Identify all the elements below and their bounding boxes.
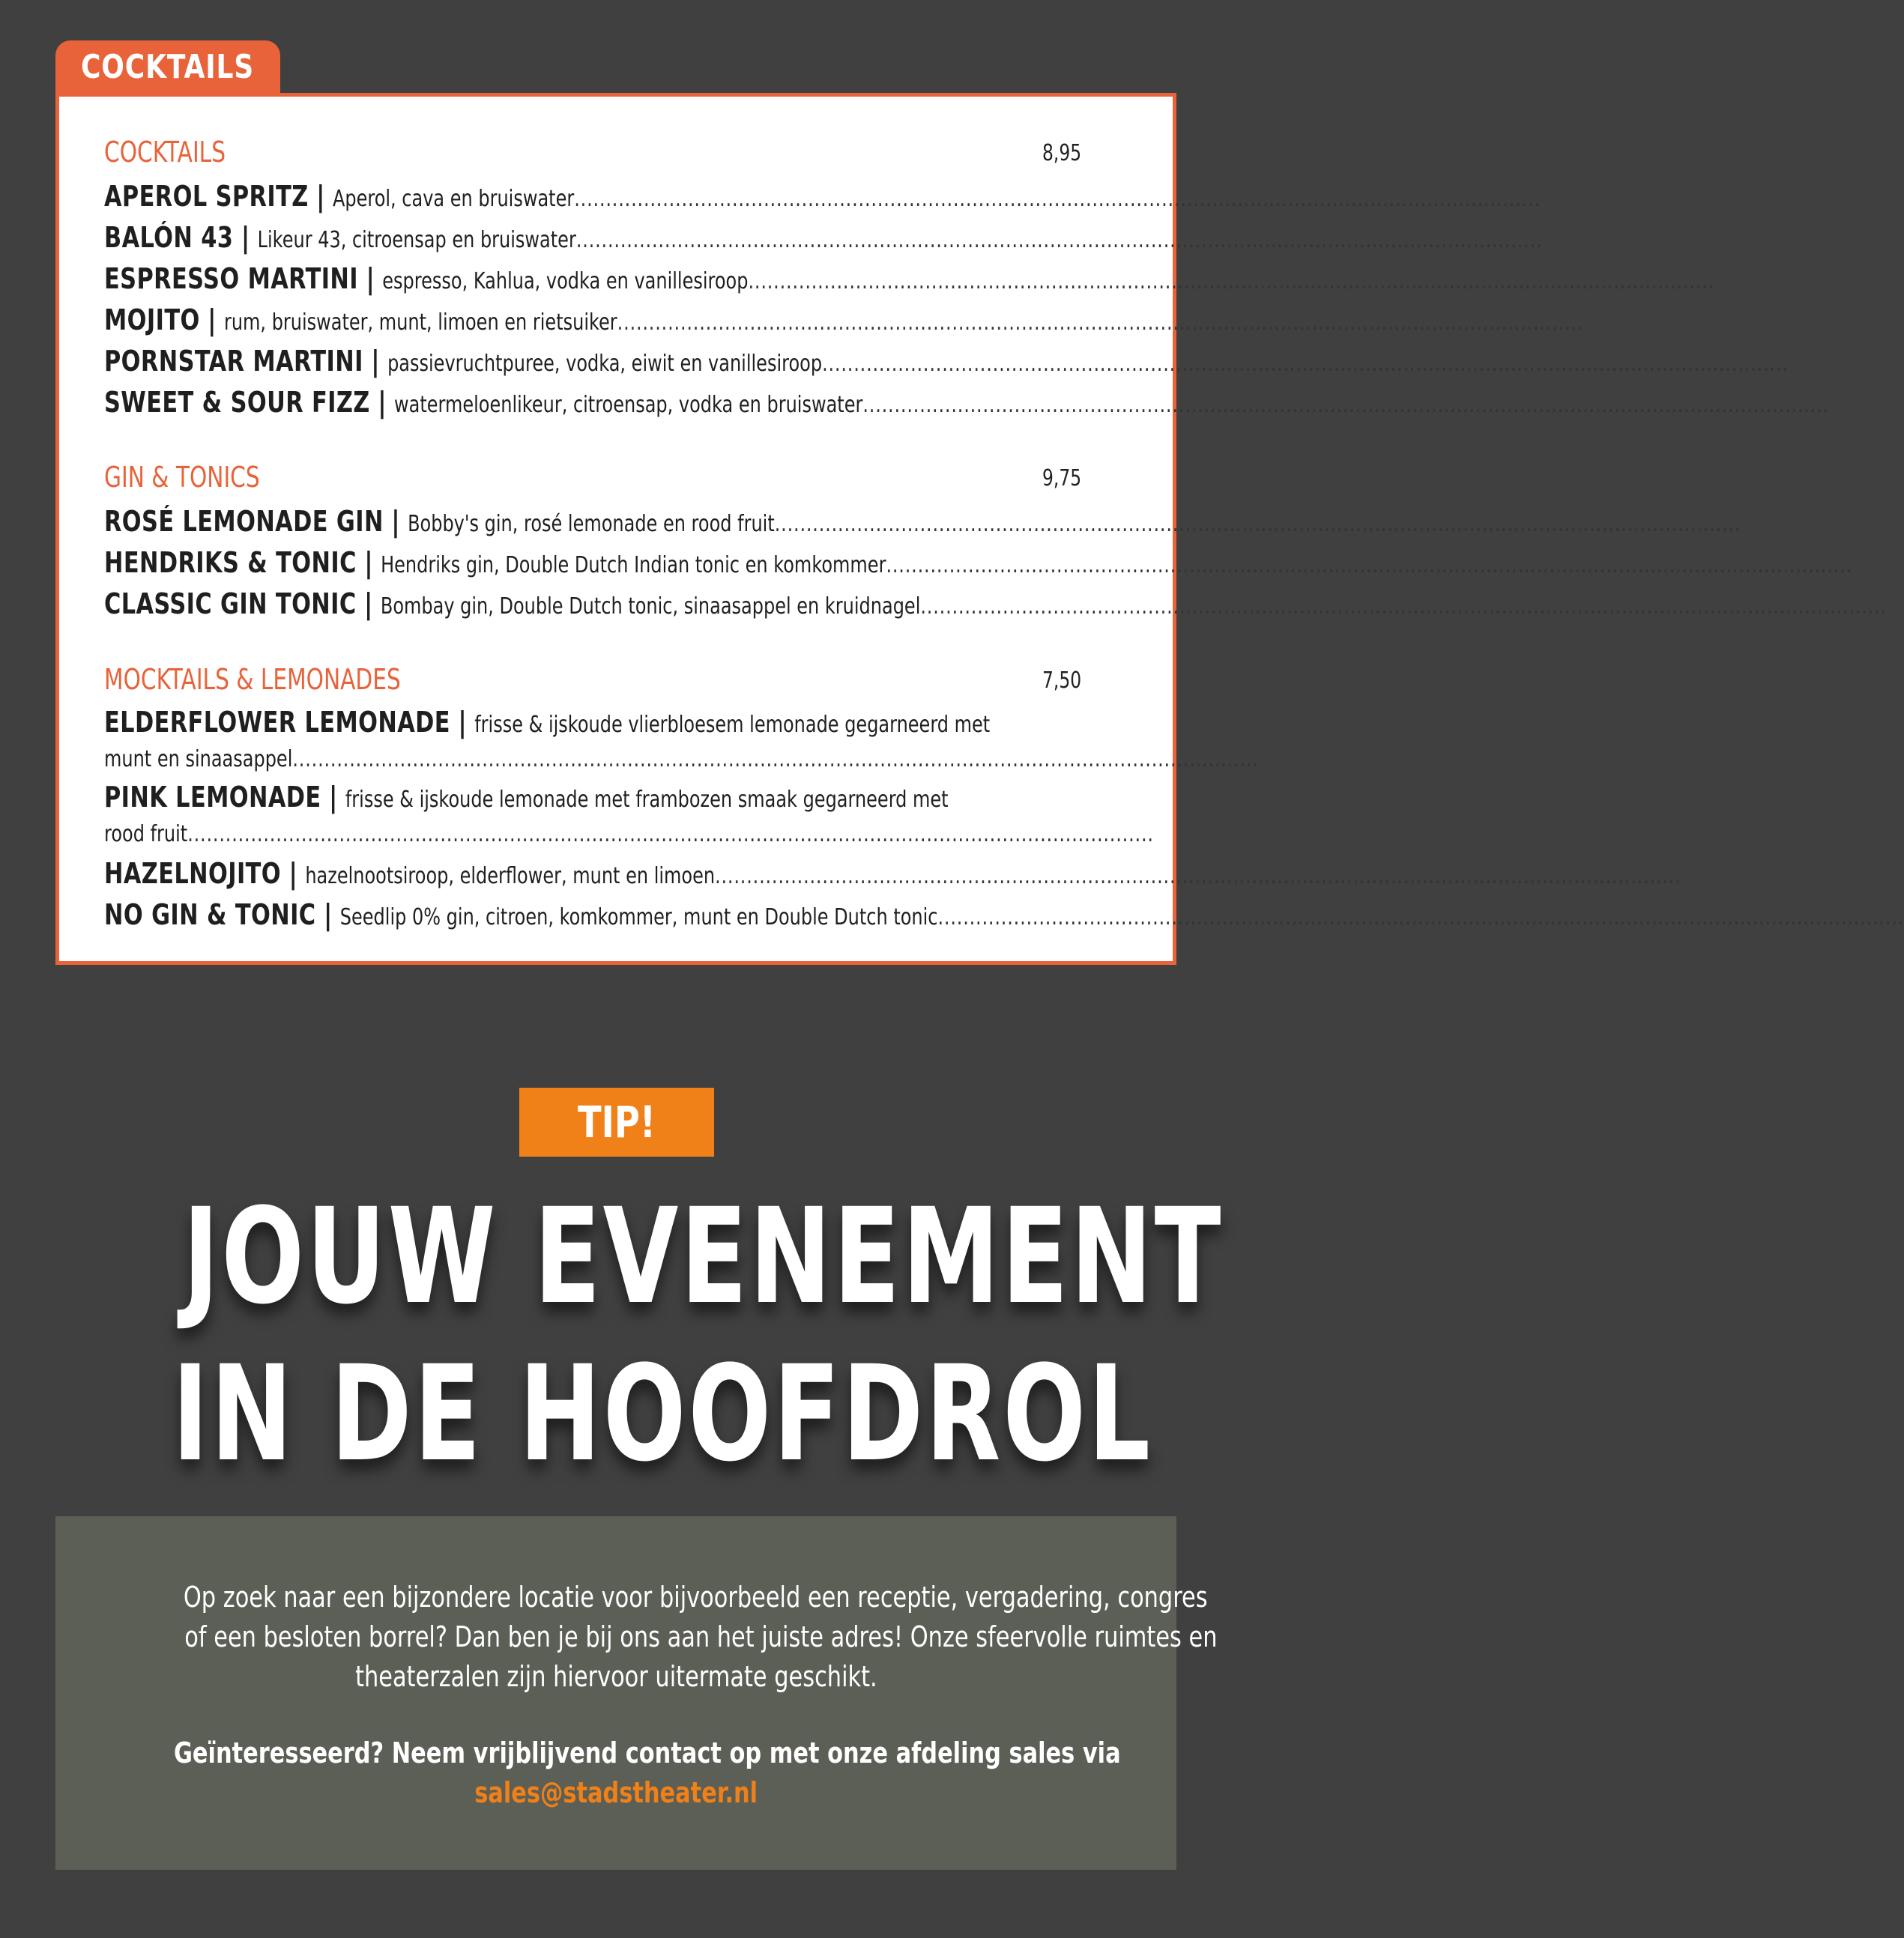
menu-item: APEROL SPRITZ | Aperol, cava en bruiswater......................................................................................................................................................... (104, 180, 1541, 213)
sales-email-link[interactable] (55, 1773, 1176, 1813)
item-description: Seedlip 0% gin, citroen, komkommer, munt en Double Dutch tonic (339, 904, 938, 930)
headline-text: IN DE HOOFDROL (172, 1337, 1152, 1491)
section-mocktails (104, 663, 1904, 936)
menu-item: PORNSTAR MARTINI | passievruchtpuree, vodka, eiwit en vanillesiroop......................................................................................................................................................... (104, 345, 1789, 378)
menu-item: ROSÉ LEMONADE GIN | Bobby's gin, rosé lemonade en rood fruit......................................................................................................................................................... (104, 505, 1741, 538)
item-description: Bombay gin, Double Dutch tonic, sinaasappel en kruidnagel (380, 593, 921, 620)
item-name: APEROL SPRITZ (104, 180, 309, 213)
item-name: PINK LEMONADE (104, 781, 321, 814)
headline-text: JOUW EVENEMENT (182, 1180, 1224, 1333)
menu-item: CLASSIC GIN TONIC | Bombay gin, Double Dutch tonic, sinaasappel en kruidnagel......................................................................................................................................................... (104, 587, 1887, 620)
item-description: Bobby's gin, rosé lemonade en rood fruit (408, 511, 775, 537)
item-name: PORNSTAR MARTINI (104, 345, 363, 378)
item-description: Hendriks gin, Double Dutch Indian tonic en komkommer (381, 552, 886, 578)
item-name: ESPRESSO MARTINI (104, 262, 358, 295)
item-name: ELDERFLOWER LEMONADE (104, 706, 450, 739)
menu-item: HAZELNOJITO | hazelnootsiroop, elderflower, munt en limoen......................................................................................................................................................... (104, 857, 1681, 890)
section-header (104, 136, 1123, 176)
info-line: Op zoek naar een bijzondere locatie voor bijvoorbeeld een receptie, vergadering, congres (183, 1581, 1208, 1614)
tip-badge (519, 1088, 714, 1157)
menu-item: ELDERFLOWER LEMONADE | frisse & ijskoude vlierbloesem lemonade gegarneerd met munt en sinaasappel......................................................................................................................................................... (104, 706, 1259, 772)
info-cta-text: Geïnteresseerd? Neem vrijblijvend contact op met onze afdeling sales via (173, 1736, 1121, 1769)
section-price: 9,75 (1042, 465, 1082, 491)
section-header (104, 663, 1123, 703)
menu-item: NO GIN & TONIC | Seedlip 0% gin, citroen, komkommer, munt en Double Dutch tonic......................................................................................................................................................... (104, 898, 1904, 931)
section-price: 7,50 (1042, 667, 1082, 694)
info-box (55, 1516, 1218, 1870)
section-title: MOCKTAILS & LEMONADES (104, 663, 401, 696)
info-line: theaterzalen zijn hiervoor uitermate geschikt. (354, 1660, 877, 1693)
item-name: ROSÉ LEMONADE GIN (104, 505, 384, 538)
item-name: BALÓN 43 (104, 221, 234, 254)
item-description: rum, bruiswater, munt, limoen en rietsuiker (223, 309, 617, 336)
item-description: frisse & ijskoude vlierbloesem lemonade gegarneerd met (474, 712, 991, 738)
section-header (104, 461, 1123, 501)
item-description-cont: rood fruit (104, 821, 188, 847)
item-description-cont: munt en sinaasappel (104, 746, 293, 772)
menu-item: MOJITO | rum, bruiswater, munt, limoen en rietsuiker......................................................................................................................................................... (104, 303, 1584, 336)
menu-item: HENDRIKS & TONIC | Hendriks gin, Double Dutch Indian tonic en komkommer......................................................................................................................................................... (104, 546, 1853, 579)
item-name: SWEET & SOUR FIZZ (104, 386, 370, 419)
sales-email-text[interactable]: sales@stadstheater.nl (474, 1776, 758, 1809)
info-paragraph (55, 1578, 1218, 1697)
section-price: 8,95 (1042, 140, 1082, 166)
section-cocktails (104, 136, 1829, 423)
section-title: GIN & TONICS (104, 461, 260, 494)
item-description: passievruchtpuree, vodka, eiwit en vanillesiroop (387, 351, 823, 377)
item-name: CLASSIC GIN TONIC (104, 587, 357, 620)
tip-badge-label: TIP! (577, 1097, 656, 1148)
item-description: watermeloenlikeur, citroensap, vodka en bruiswater (394, 392, 863, 418)
menu-item: ESPRESSO MARTINI | espresso, Kahlua, vodka en vanillesiroop......................................................................................................................................................... (104, 262, 1715, 295)
menu-item: BALÓN 43 | Likeur 43, citroensap en bruiswater......................................................................................................................................................... (104, 221, 1543, 254)
item-description: frisse & ijskoude lemonade met frambozen smaak gegarneerd met (345, 787, 949, 813)
item-name: HAZELNOJITO (104, 857, 282, 890)
category-tab[interactable] (55, 40, 280, 94)
menu-card (55, 93, 1904, 965)
info-line: of een besloten borrel? Dan ben je bij ons aan het juiste adres! Onze sfeervolle ruimtes en (184, 1620, 1218, 1653)
item-description: Aperol, cava en bruiswater (332, 186, 575, 212)
headline-line-2 (0, 1337, 1235, 1491)
menu-item: PINK LEMONADE | frisse & ijskoude lemonade met frambozen smaak gegarneerd met rood fruit......................................................................................................................................................... (104, 781, 1154, 847)
item-description: Likeur 43, citroensap en bruiswater (257, 227, 576, 253)
item-name: NO GIN & TONIC (104, 898, 316, 931)
info-cta (55, 1733, 1176, 1773)
section-gin-tonics (104, 461, 1887, 625)
item-name: MOJITO (104, 303, 200, 336)
item-name: HENDRIKS & TONIC (104, 546, 357, 579)
section-title: COCKTAILS (104, 136, 226, 169)
menu-item: SWEET & SOUR FIZZ | watermeloenlikeur, citroensap, vodka en bruiswater......................................................................................................................................................... (104, 386, 1829, 419)
item-description: espresso, Kahlua, vodka en vanillesiroop (382, 268, 749, 294)
headline-line-1 (0, 1180, 1235, 1333)
category-tab-label: COCKTAILS (81, 48, 255, 86)
item-description: hazelnootsiroop, elderflower, munt en limoen (305, 863, 716, 889)
